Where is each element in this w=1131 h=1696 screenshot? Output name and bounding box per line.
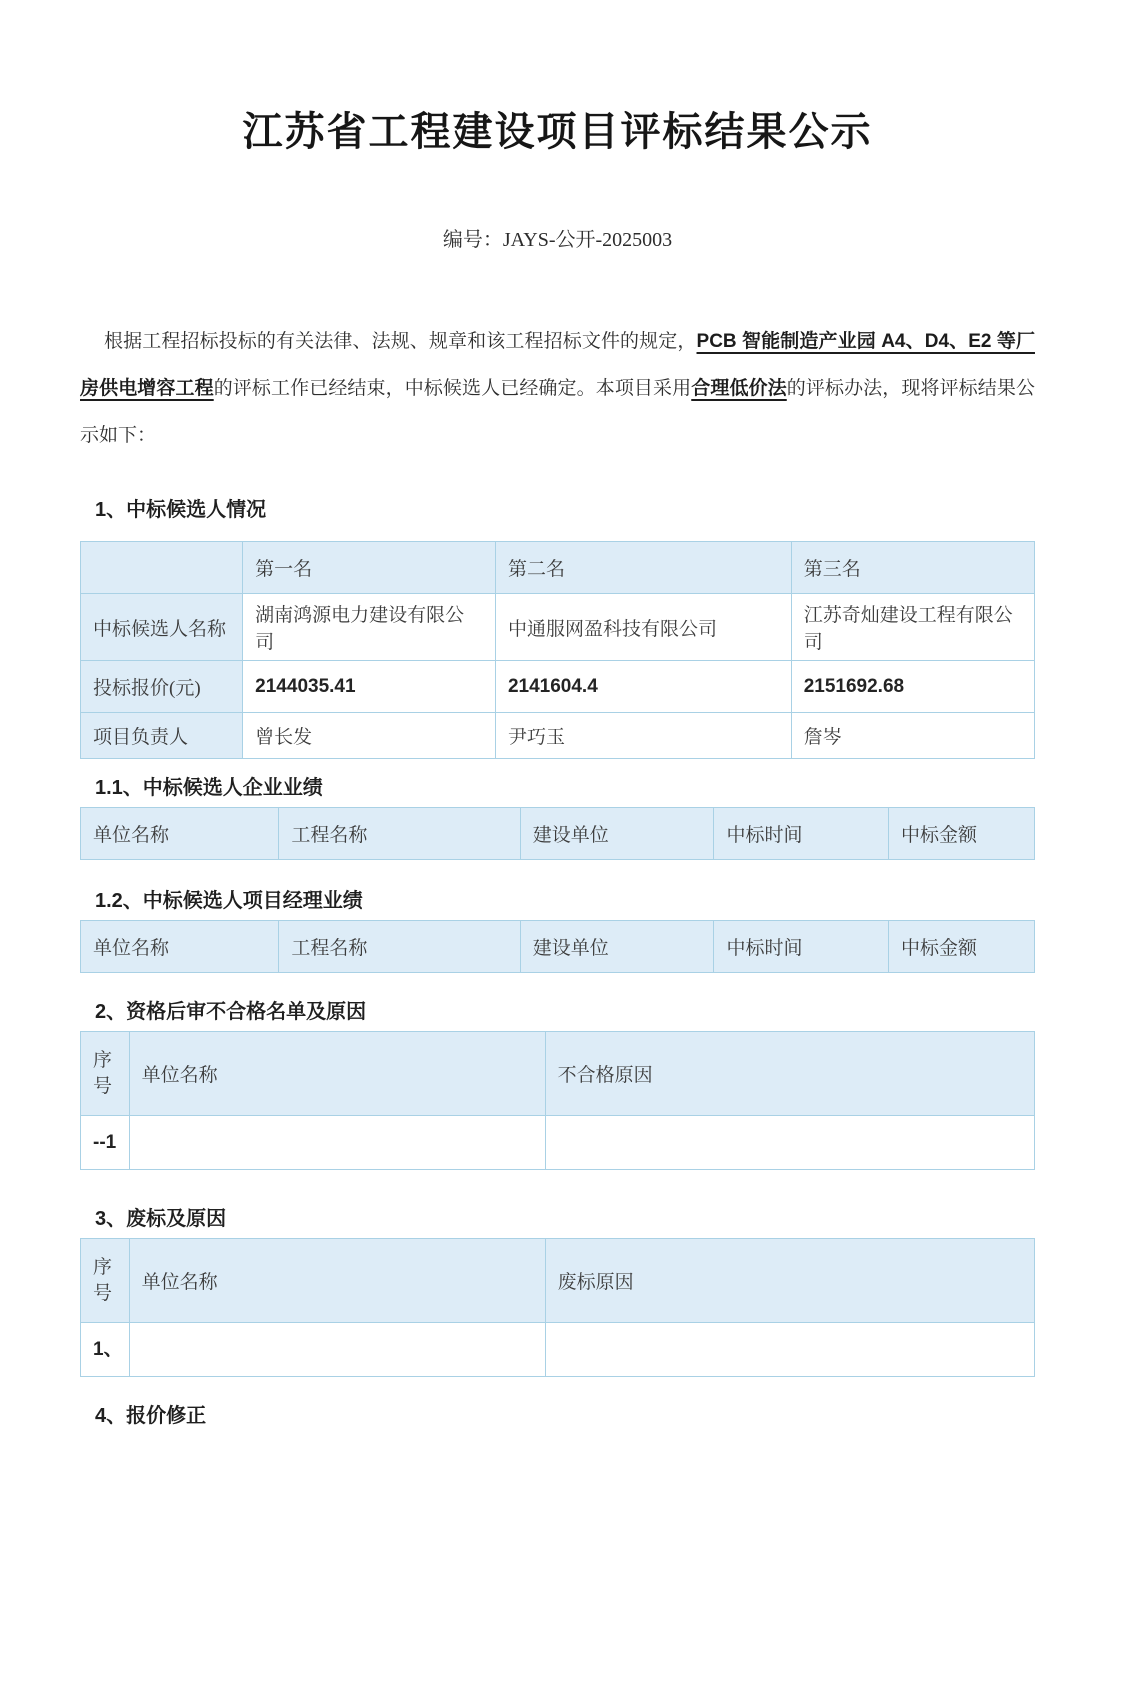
unit-name-cell — [129, 1116, 545, 1170]
section-2-heading: 2、资格后审不合格名单及原因 — [95, 1001, 367, 1023]
header-cell-seq-no: 序号 — [81, 1239, 130, 1323]
table-row-bid-price — [81, 661, 1035, 713]
header-cell-unqualified-reason: 不合格原因 — [545, 1032, 1034, 1116]
rejected-header-row — [81, 1239, 1035, 1323]
candidates-header-row — [81, 542, 1035, 594]
rejected-data-row — [81, 1323, 1035, 1377]
performance-header-row — [81, 921, 1035, 973]
project-leader-1: 曾长发 — [243, 713, 496, 759]
header-cell-project-name: 工程名称 — [279, 808, 520, 860]
reason-cell — [545, 1323, 1034, 1377]
project-name-emphasis: PCB 智能制造产业园 A4、D4、E2 等厂房供电增容工程 — [80, 331, 1035, 399]
page-title: 江苏省工程建设项目评标结果公示 — [242, 110, 873, 154]
header-cell-unit-name: 单位名称 — [129, 1032, 545, 1116]
candidate-name-1: 湖南鸿源电力建设有限公司 — [243, 594, 496, 661]
row-label: 中标候选人名称 — [81, 594, 243, 661]
header-cell-blank — [81, 542, 243, 594]
rejected-bids-table — [80, 1238, 1035, 1377]
header-cell-seq-no: 序号 — [81, 1032, 130, 1116]
candidates-table — [80, 541, 1035, 759]
seq-no-cell: 1、 — [81, 1323, 130, 1377]
row-label: 投标报价(元) — [81, 661, 243, 713]
doc-number-line: 编号：JAYS-公开-2025003 — [442, 229, 673, 251]
header-cell-award-time: 中标时间 — [714, 921, 889, 973]
header-cell-award-time: 中标时间 — [714, 808, 889, 860]
section-3-heading: 3、废标及原因 — [95, 1208, 227, 1230]
intro-text-2: 的评标工作已经结束，中标候选人已经确定。本项目采用 — [213, 378, 692, 399]
seq-no-cell: --1 — [81, 1116, 130, 1170]
bid-price-3: 2151692.68 — [791, 661, 1034, 713]
unqualified-list-table — [80, 1031, 1035, 1170]
header-cell-unit-name: 单位名称 — [81, 921, 279, 973]
project-leader-2: 尹巧玉 — [495, 713, 791, 759]
header-cell-project-name: 工程名称 — [279, 921, 520, 973]
section-1-heading: 1、中标候选人情况 — [95, 499, 267, 521]
header-cell-construction-unit: 建设单位 — [520, 808, 714, 860]
table-row-project-leader — [81, 713, 1035, 759]
section-1-2-heading: 1.2、中标候选人项目经理业绩 — [95, 890, 363, 912]
header-cell-rejected-reason: 废标原因 — [545, 1239, 1034, 1323]
reason-cell — [545, 1116, 1034, 1170]
bid-price-2: 2141604.4 — [495, 661, 791, 713]
candidate-name-2: 中通服网盈科技有限公司 — [495, 594, 791, 661]
bid-price-1: 2144035.41 — [243, 661, 496, 713]
unqualified-header-row — [81, 1032, 1035, 1116]
intro-text-1: 根据工程招标投标的有关法律、法规、规章和该工程招标文件的规定， — [104, 331, 697, 352]
header-cell-unit-name: 单位名称 — [129, 1239, 545, 1323]
header-cell-rank-3: 第三名 — [791, 542, 1034, 594]
evaluation-method-emphasis: 合理低价法 — [691, 378, 787, 399]
performance-header-row — [81, 808, 1035, 860]
header-cell-construction-unit: 建设单位 — [520, 921, 714, 973]
table-row-candidate-name — [81, 594, 1035, 661]
header-cell-award-amount: 中标金额 — [889, 921, 1035, 973]
header-cell-award-amount: 中标金额 — [889, 808, 1035, 860]
section-1-1-heading: 1.1、中标候选人企业业绩 — [95, 777, 323, 799]
header-cell-unit-name: 单位名称 — [81, 808, 279, 860]
manager-performance-table — [80, 920, 1035, 973]
candidate-name-3: 江苏奇灿建设工程有限公司 — [791, 594, 1034, 661]
header-cell-rank-2: 第二名 — [495, 542, 791, 594]
project-leader-3: 詹岑 — [791, 713, 1034, 759]
intro-paragraph — [80, 318, 1035, 459]
document-page — [0, 96, 1131, 1429]
enterprise-performance-table — [80, 807, 1035, 860]
section-4-heading: 4、报价修正 — [95, 1405, 207, 1427]
row-label: 项目负责人 — [81, 713, 243, 759]
header-cell-rank-1: 第一名 — [243, 542, 496, 594]
unqualified-data-row — [81, 1116, 1035, 1170]
intro-text-3: 的评标办法，现将评标结果公示如下： — [80, 378, 1035, 446]
unit-name-cell — [129, 1323, 545, 1377]
